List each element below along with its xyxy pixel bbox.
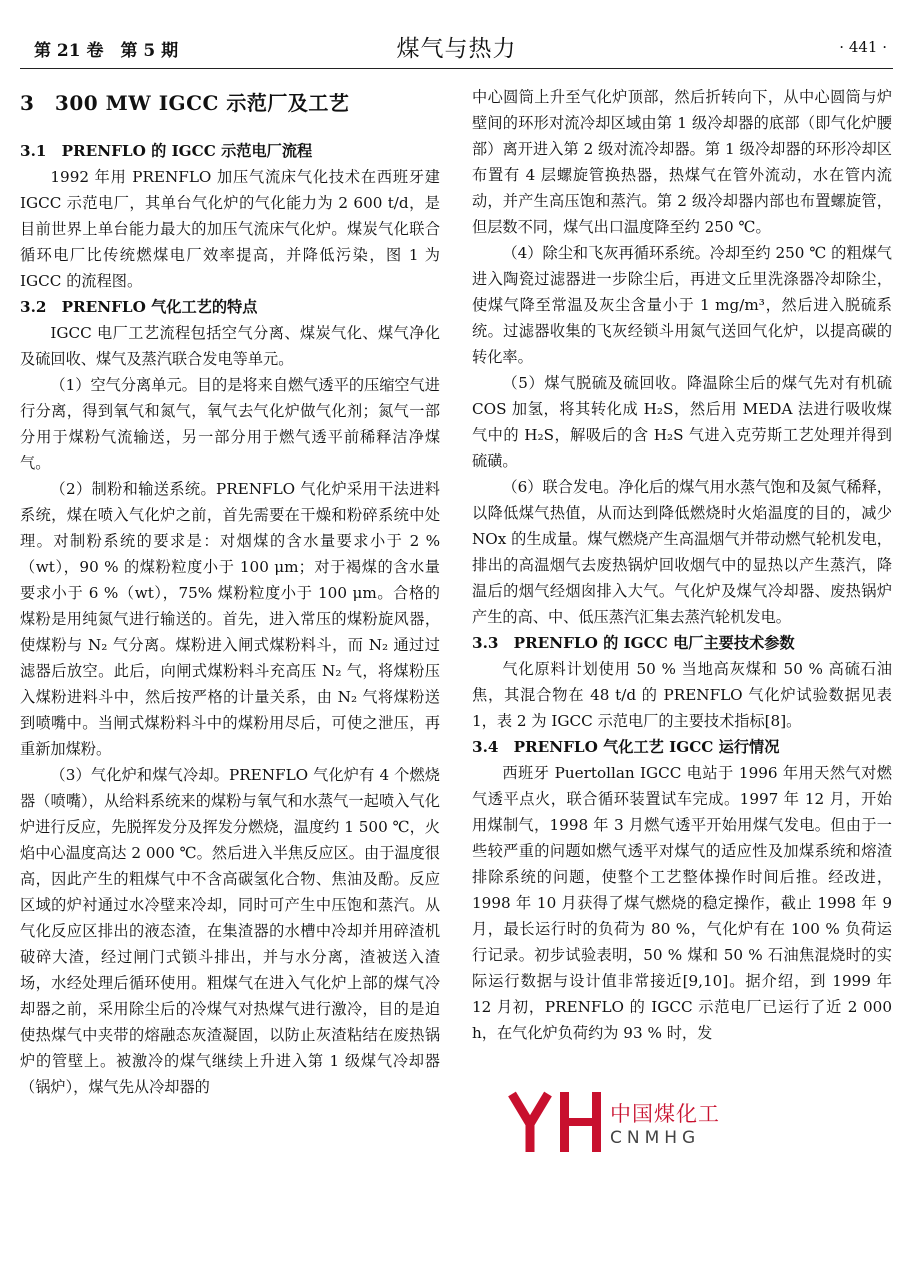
- watermark-cn-text: 中国煤化工: [610, 1098, 720, 1128]
- subsection-3-4-heading: 3.4 PRENFLO 气化工艺 IGCC 运行情况: [472, 738, 780, 756]
- paragraph: 气化原料计划使用 50 % 当地高灰煤和 50 % 高硫石油焦，其混合物在 48 t/d 的 PRENFLO 气化炉试验数据见表 1，表 2 为 IGCC 示范电厂的主要技术指标[8]。: [472, 660, 892, 730]
- paragraph: （3）气化炉和煤气冷却。PRENFLO 气化炉有 4 个燃烧器（喷嘴），从给料系统来的煤粉与氧气和水蒸气一起喷入气化炉进行反应，先脱挥发分及挥发分燃烧，温度约 1 500 ℃，火焰中心温度高达 2 000 ℃。然后进入半焦反应区。由于温度很高，因此产生的粗煤气中不含高碳氢化合物、焦油及酚。反应区域的炉衬通过水冷壁来冷却，同时可产生中压饱和蒸汽。从气化反应区排出的液态渣，在集渣器的水槽中冷却并用碎渣机破碎大渣，经过闸门式锁斗排出，并与水分离，渣被送入渣场，水经处理后循环使用。粗煤气在进入气化炉上部的煤气冷却器之前，采用除尘后的冷煤气对热煤气进行激冷，目的是迫使热煤气中夹带的熔融态灰渣凝固，以防止灰渣粘结在废热锅炉的管壁上。被激冷的煤气继续上升进入第 1 级煤气冷却器（锅炉），煤气先从冷却器的: [20, 766, 440, 1096]
- paragraph: （1）空气分离单元。目的是将来自燃气透平的压缩空气进行分离，得到氧气和氮气，氧气去气化炉做气化剂；氮气一部分用于煤粉气流输送，另一部分用于燃气透平前稀释洁净煤气。: [20, 376, 440, 472]
- header-rule: [20, 68, 893, 69]
- paragraph: （4）除尘和飞灰再循环系统。冷却至约 250 ℃ 的粗煤气进入陶瓷过滤器进一步除尘后，再进文丘里洗涤器冷却除尘，使煤气降至常温及灰尘含量小于 1 mg/m³，然后进入脱硫系统。过滤器收集的飞灰经锁斗用氮气送回气化炉，以提高碳的转化率。: [472, 244, 892, 366]
- paragraph: 1992 年用 PRENFLO 加压气流床气化技术在西班牙建 IGCC 示范电厂，其单台气化炉的气化能力为 2 600 t/d，是目前世界上单台能力最大的加压气流床气化炉。煤炭气化联合循环电厂比传统燃煤电厂效率提高，并降低污染，图 1 为 IGCC 的流程图。: [20, 168, 440, 290]
- left-column: [20, 84, 440, 1100]
- paragraph: （6）联合发电。净化后的煤气用水蒸气饱和及氮气稀释，以降低煤气热值，从而达到降低燃烧时火焰温度的目的，减少 NOx 的生成量。煤气燃烧产生高温烟气并带动燃气轮机发电，排出的高温烟气去废热锅炉回收烟气中的显热以产生蒸汽，降温后的烟气经烟囱排入大气。气化炉及煤气冷却器、废热锅炉产生的高、中、低压蒸汽汇集去蒸汽轮机发电。: [472, 478, 892, 626]
- volume-issue: 第 21 卷 第 5 期: [34, 41, 179, 61]
- right-column: [472, 84, 892, 1046]
- subsection-3-1-heading: 3.1 PRENFLO 的 IGCC 示范电厂流程: [20, 142, 313, 160]
- watermark-logo: [508, 1088, 728, 1158]
- paragraph: （5）煤气脱硫及硫回收。降温除尘后的煤气先对有机硫 COS 加氢，将其转化成 H₂S，然后用 MEDA 法进行吸收煤气中的 H₂S，解吸后的含 H₂S 气进入克劳斯工艺处理并得到硫磺。: [472, 374, 892, 470]
- paragraph: IGCC 电厂工艺流程包括空气分离、煤炭气化、煤气净化及硫回收、煤气及蒸汽联合发电等单元。: [20, 324, 440, 368]
- subsection-3-3-heading: 3.3 PRENFLO 的 IGCC 电厂主要技术参数: [472, 634, 795, 652]
- paragraph: （2）制粉和输送系统。PRENFLO 气化炉采用干法进料系统，煤在喷入气化炉之前，首先需要在干燥和粉碎系统中处理。对制粉系统的要求是：对烟煤的含水量要求小于 2 %（wt），90 % 的煤粉粒度小于 100 μm；对于褐煤的含水量要求小于 6 %（wt），75% 煤粉粒度小于 100 μm。合格的煤粉是用纯氮气进行输送的。首先，进入常压的煤粉旋风器，使煤粉与 N₂ 气分离。煤粉进入闸式煤粉料斗，而 N₂ 通过过滤器后放空。此后，向闸式煤粉料斗充高压 N₂ 气，将煤粉压入煤粉进料斗中，然后按严格的计量关系，由 N₂ 气将煤粉送到喷嘴中。当闸式煤粉料斗中的煤粉用尽后，可使之泄压，再重新加煤粉。: [20, 480, 440, 758]
- section-title: 3 300 MW IGCC 示范厂及工艺: [20, 91, 350, 115]
- paragraph: 中心圆筒上升至气化炉顶部，然后折转向下，从中心圆筒与炉壁间的环形对流冷却区域由第 1 级冷却器的底部（即气化炉腰部）离开进入第 2 级对流冷却器。第 1 级冷却器的环形冷却区布置有 4 层螺旋管换热器，热煤气在管外流动，水在管内流动，并产生高压饱和蒸汽。第 2 级冷却器内部也布置螺旋管，但层数不同，煤气出口温度降至约 250 ℃。: [472, 88, 892, 236]
- page-header: [20, 30, 893, 66]
- subsection-3-2-heading: 3.2 PRENFLO 气化工艺的特点: [20, 298, 258, 316]
- paragraph: 西班牙 Puertollan IGCC 电站于 1996 年用天然气对燃气透平点火，联合循环装置试车完成。1997 年 12 月，开始用煤制气，1998 年 3 月燃气透平开始用煤气发电。但由于一些较严重的问题如燃气透平对煤气的适应性及加煤系统和熔渣排除系统的问题，使整个工艺整体操作时间后推。经改进，1998 年 10 月获得了煤气燃烧的稳定操作，截止 1998 年 9 月，最长运行时的负荷为 80 %，气化炉有在 100 % 负荷运行记录。初步试验表明，50 % 煤和 50 % 石油焦混烧时的实际运行数据与设计值非常接近[9,10]。据介绍，到 1999 年 12 月初，PRENFLO 的 IGCC 示范电厂已运行了近 2 000 h，在气化炉负荷约为 93 % 时，发: [472, 764, 892, 1042]
- cnmhg-logo-icon: [508, 1088, 608, 1154]
- page-number: · 441 ·: [839, 38, 887, 56]
- watermark-en-text: CNMHG: [610, 1128, 701, 1148]
- journal-title: 煤气与热力: [396, 36, 517, 62]
